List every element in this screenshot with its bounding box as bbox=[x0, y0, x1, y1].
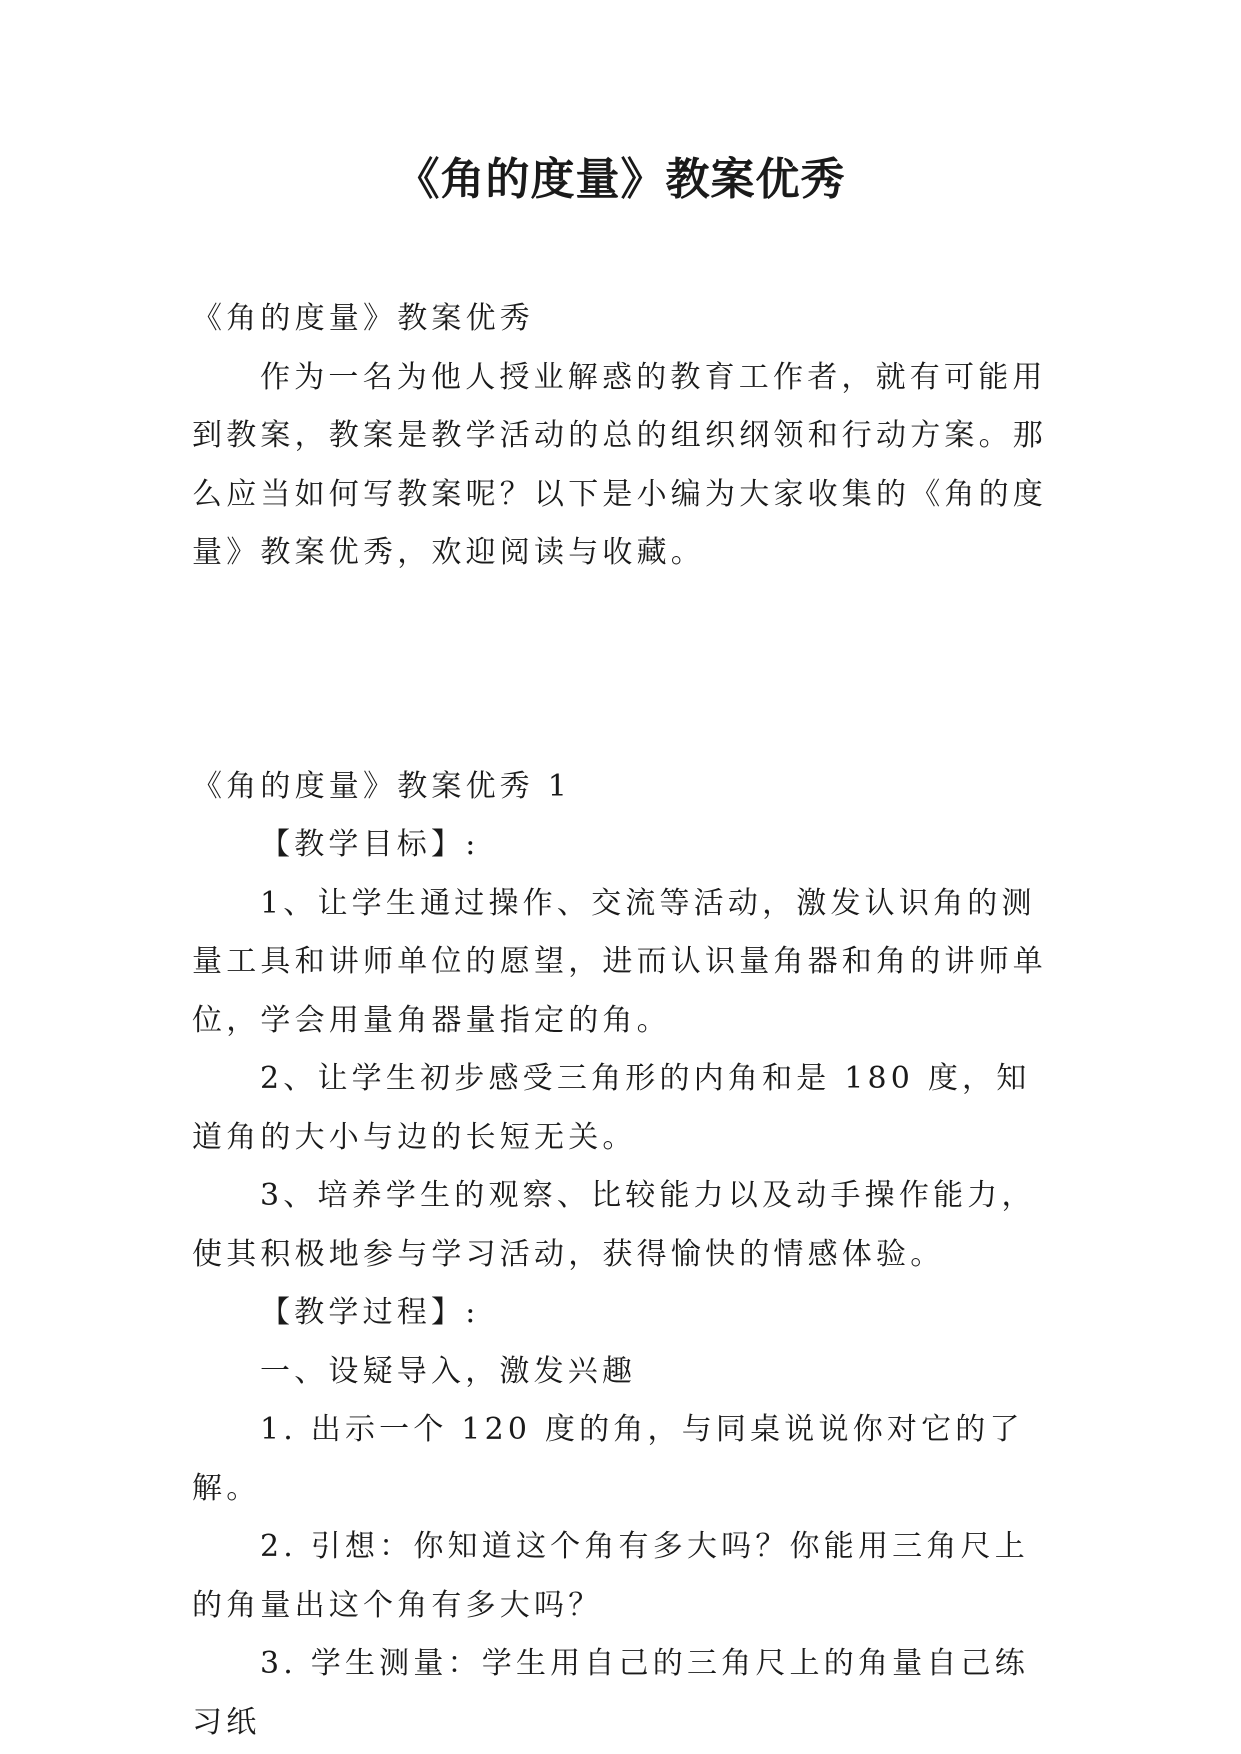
section-spacer bbox=[192, 583, 1052, 758]
goal-item-3: 3、培养学生的观察、比较能力以及动手操作能力，使其积极地参与学习活动，获得愉快的情感体验。 bbox=[192, 1178, 1036, 1272]
section-heading: 《角的度量》教案优秀 1 bbox=[192, 768, 572, 804]
document-title: 《角的度量》教案优秀 bbox=[395, 154, 846, 205]
teaching-process-heading: 【教学过程】: bbox=[260, 1295, 480, 1330]
process-item-1: 1. 出示一个 120 度的角，与同桌说说你对它的了解。 bbox=[192, 1412, 1024, 1506]
goal-item-1: 1、让学生通过操作、交流等活动，激发认识角的测量工具和讲师单位的愿望，进而认识量角器和角的讲师单位，学会用量角器量指定的角。 bbox=[192, 885, 1047, 1038]
process-step-heading: 一、设疑导入，激发兴趣 bbox=[260, 1353, 637, 1389]
document-body bbox=[192, 290, 1052, 1752]
intro-paragraph: 作为一名为他人授业解惑的教育工作者，就有可能用到教案，教案是教学活动的总的组织纲领和行动方案。那么应当如何写教案呢？以下是小编为大家收集的《角的度量》教案优秀，欢迎阅读与收藏。 bbox=[192, 359, 1047, 570]
subtitle-paragraph: 《角的度量》教案优秀 bbox=[192, 301, 534, 336]
teaching-goals-heading: 【教学目标】: bbox=[260, 827, 480, 862]
process-item-3: 3. 学生测量：学生用自己的三角尺上的角量自己练习纸 bbox=[192, 1646, 1029, 1740]
goal-item-2: 2、让学生初步感受三角形的内角和是 180 度，知道角的大小与边的长短无关。 bbox=[192, 1061, 1031, 1155]
process-item-2: 2. 引想：你知道这个角有多大吗？你能用三角尺上的角量出这个角有多大吗？ bbox=[192, 1529, 1029, 1623]
